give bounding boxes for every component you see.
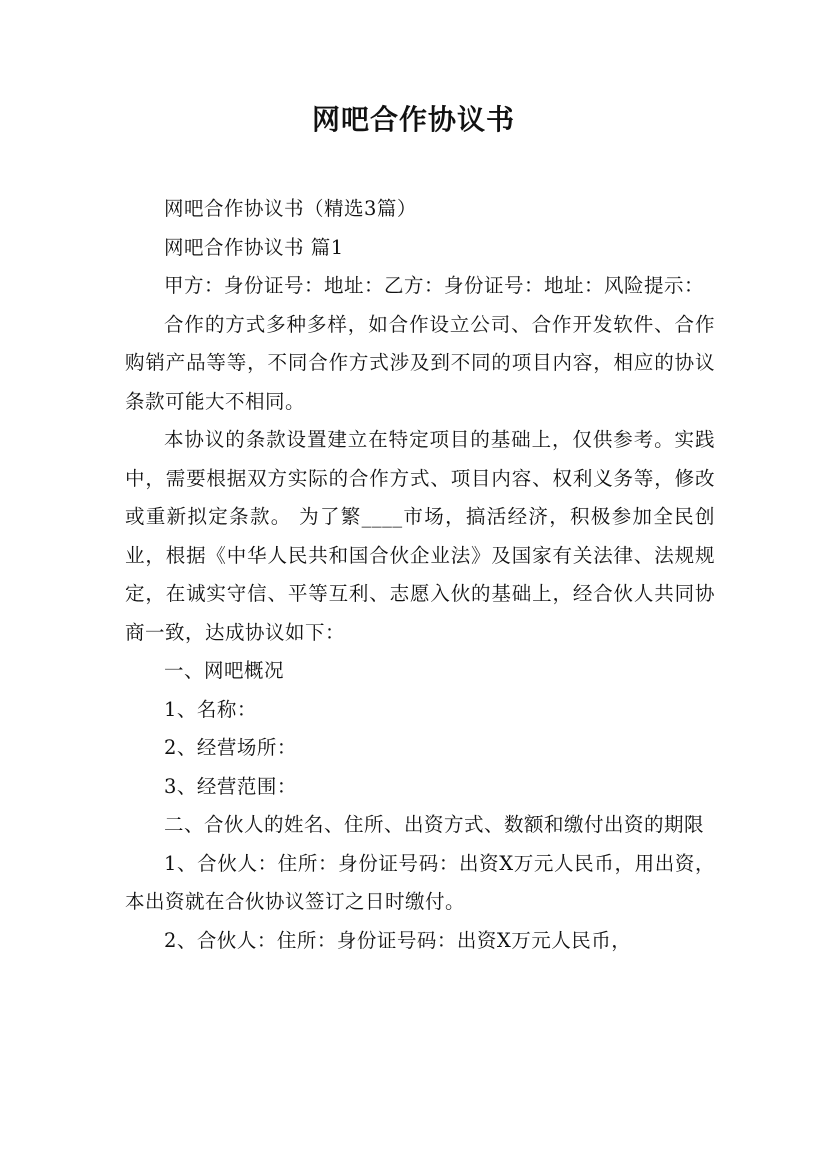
- paragraph-partner-2: 2、合伙人：住所：身份证号码：出资X万元人民币，: [164, 928, 632, 952]
- paragraph-heading-overview: 一、网吧概况: [164, 659, 285, 682]
- paragraph-subtitle: 网吧合作协议书（精选3篇）: [164, 197, 417, 220]
- paragraph-cooperation-methods: 合作的方式多种多样，如合作设立公司、合作开发软件、合作购销产品等等，不同合作方式涉及到不同的项目内容，相应的协议条款可能大不相同。: [125, 312, 715, 413]
- paragraph-partner-1: 1、合伙人：住所：身份证号码：出资X万元人民币，用出资，本出资就在合伙协议签订之日时缴付。: [125, 851, 715, 913]
- paragraph-heading-partners: 二、合伙人的姓名、住所、出资方式、数额和缴付出资的期限: [164, 813, 705, 836]
- document-title: 网吧合作协议书: [311, 103, 515, 136]
- paragraph-section-heading: 网吧合作协议书 篇1: [164, 235, 344, 259]
- document-body: [125, 190, 715, 960]
- paragraph-name: 1、名称：: [164, 697, 257, 721]
- paragraph-parties: 甲方：身份证号：地址：乙方：身份证号：地址：风险提示：: [164, 274, 705, 297]
- paragraph-place: 2、经营场所：: [164, 736, 297, 759]
- paragraph-scope: 3、经营范围：: [164, 774, 297, 798]
- paragraph-terms-basis: 本协议的条款设置建立在特定项目的基础上，仅供参考。实践中，需要根据双方实际的合作方式、项目内容、权利义务等，修改或重新拟定条款。 为了繁____市场，搞活经济，积极参加全民创业，根据《中华人民共和国合伙企业法》及国家有关法律、法规规定，在诚实守信、平等互利、志愿入伙的基础上，经合伙人共同协商一致，达成协议如下：: [125, 428, 715, 644]
